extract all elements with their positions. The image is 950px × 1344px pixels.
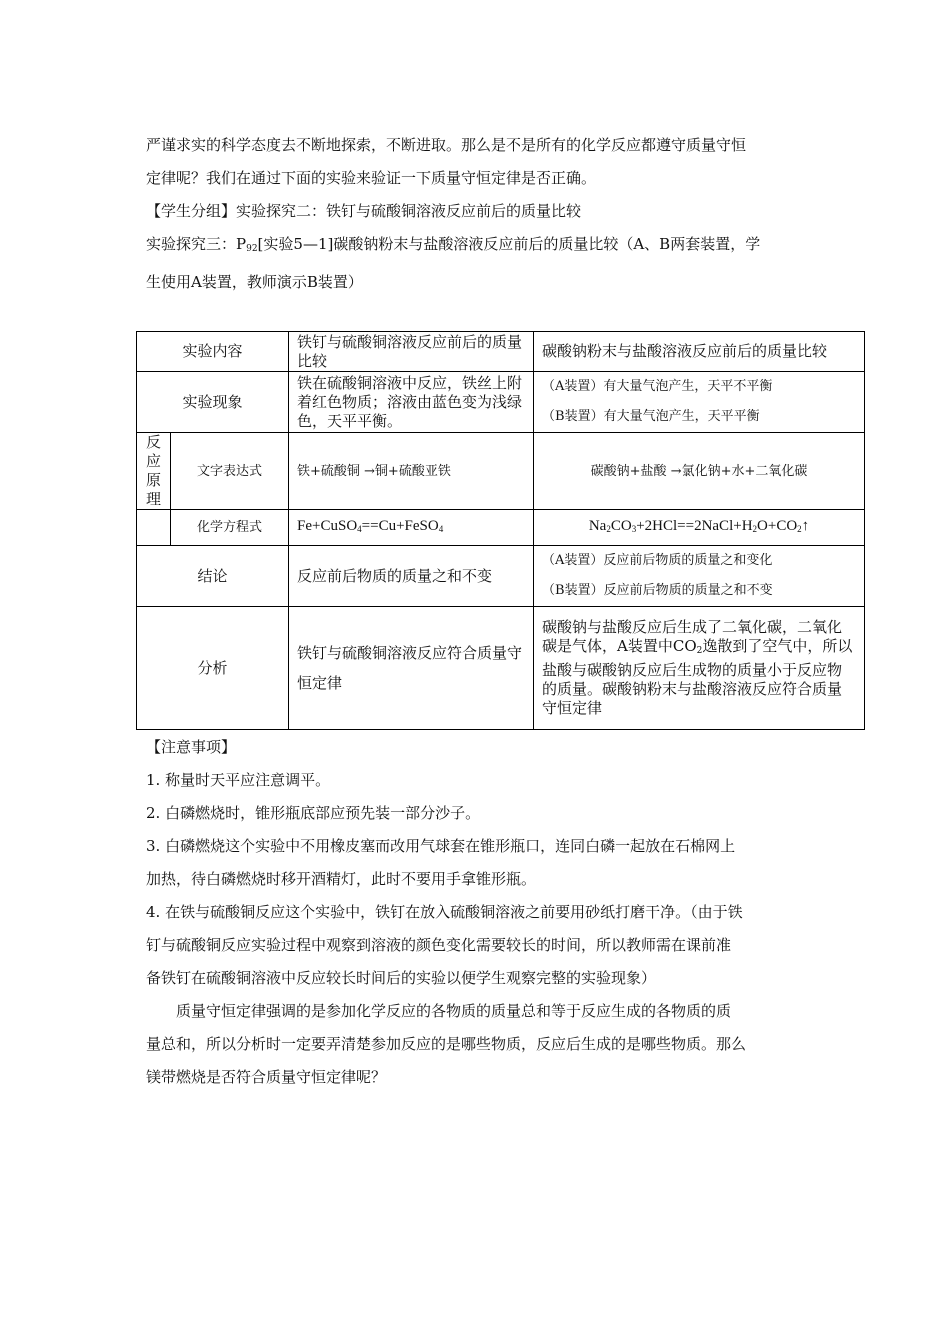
note-3-line-1: 3. 白磷燃烧这个实验中不用橡皮塞而改用气球套在锥形瓶口，连同白磷一起放在石棉网上: [146, 837, 736, 855]
phenomenon-col2: [534, 372, 865, 433]
chem-equation-col2: $Na_2CO_3+2HCl==2NaCl+H_2O+CO_2↑$: [534, 510, 865, 546]
intro-line-1: 严谨求实的科学态度去不断地探索，不断进取。那么是不是所有的化学反应都遵守质量守恒: [146, 136, 747, 154]
table-row-phenomenon: [137, 372, 865, 433]
closing-paragraph: [146, 995, 816, 1094]
conclusion-col2: [534, 546, 865, 607]
analysis-col2: 碳酸钠与盐酸反应后生成了二氧化碳，二氧化碳是气体，A装置中$CO_2$逸散到了空气中，所以盐酸与碳酸钠反应后生成物的质量小于反应物的质量。碳酸钠粉末与盐酸溶液反应符合质量守恒定律: [534, 607, 865, 730]
header-label: 实验内容: [137, 332, 289, 372]
closing-line-3: 镁带燃烧是否符合质量守恒定律呢？: [146, 1068, 387, 1086]
experiment-three-line: 实验探究三：$P_{92}$[实验5—1]碳酸钠粉末与盐酸溶液反应前后的质量比较（A、B两套装置，学: [146, 235, 761, 254]
table-row-word-equation: [137, 433, 865, 510]
conclusion-b: （B装置）反应前后物质的质量之和不变: [542, 583, 773, 598]
header-col2: 碳酸钠粉末与盐酸溶液反应前后的质量比较: [534, 332, 865, 372]
note-2: 2. 白磷燃烧时，锥形瓶底部应预先装一部分沙子。: [146, 804, 481, 822]
analysis-label: 分析: [137, 607, 289, 730]
phenomenon-b: （B装置）有大量气泡产生，天平平衡: [542, 409, 760, 424]
intro-paragraph: [146, 129, 816, 299]
table-row-chem-equation: [137, 510, 865, 546]
phenomenon-a: （A装置）有大量气泡产生，天平不平衡: [542, 379, 773, 394]
experiment-three-line-2: 生使用A装置，教师演示B装置）: [146, 273, 363, 291]
header-col1: 铁钉与硫酸铜溶液反应前后的质量比较: [289, 332, 534, 372]
chem-equation-col1: Fe+CuSO$_4$==Cu+FeSO$_4$: [289, 510, 534, 546]
experiment-table: [136, 331, 865, 730]
notes-title: 【注意事项】: [146, 738, 237, 756]
note-3-line-2: 加热，待白磷燃烧时移开酒精灯，此时不要用手拿锥形瓶。: [146, 870, 537, 888]
table-row-analysis: [137, 607, 865, 730]
principle-empty-cell: [137, 510, 171, 546]
analysis-col1: 铁钉与硫酸铜溶液反应符合质量守恒定律: [289, 607, 534, 730]
phenomenon-label: 实验现象: [137, 372, 289, 433]
conclusion-a: （A装置）反应前后物质的质量之和变化: [542, 553, 773, 568]
conclusion-label: 结论: [137, 546, 289, 607]
note-4-line-3: 备铁钉在硫酸铜溶液中反应较长时间后的实验以便学生观察完整的实验现象）: [146, 969, 657, 987]
notes-section: [146, 731, 816, 995]
word-equation-label: 文字表达式: [171, 433, 289, 510]
closing-line-2: 量总和，所以分析时一定要弄清楚参加反应的是哪些物质，反应后生成的是哪些物质。那么: [146, 1035, 747, 1053]
note-4-line-1: 4. 在铁与硫酸铜反应这个实验中，铁钉在放入硫酸铜溶液之前要用砂纸打磨干净。（由于铁: [146, 903, 743, 921]
phenomenon-col1: 铁在硫酸铜溶液中反应，铁丝上附着红色物质；溶液由蓝色变为浅绿色，天平平衡。: [289, 372, 534, 433]
note-1: 1. 称量时天平应注意调平。: [146, 771, 331, 789]
note-4-line-2: 钉与硫酸铜反应实验过程中观察到溶液的颜色变化需要较长的时间，所以教师需在课前准: [146, 936, 732, 954]
student-group-heading: 【学生分组】实验探究二：铁钉与硫酸铜溶液反应前后的质量比较: [146, 202, 582, 220]
table-row-header: [137, 332, 865, 372]
table-row-conclusion: [137, 546, 865, 607]
conclusion-col1: 反应前后物质的质量之和不变: [289, 546, 534, 607]
intro-line-2: 定律呢？我们在通过下面的实验来验证一下质量守恒定律是否正确。: [146, 169, 597, 187]
principle-group-label: 反 应 原 理: [137, 433, 171, 510]
word-equation-col2: 碳酸钠+盐酸 →氯化钠+水+二氧化碳: [534, 433, 865, 510]
word-equation-col1: 铁+硫酸铜 →铜+硫酸亚铁: [289, 433, 534, 510]
chem-equation-label: 化学方程式: [171, 510, 289, 546]
closing-line-1: 质量守恒定律强调的是参加化学反应的各物质的质量总和等于反应生成的各物质的质: [176, 1002, 732, 1020]
